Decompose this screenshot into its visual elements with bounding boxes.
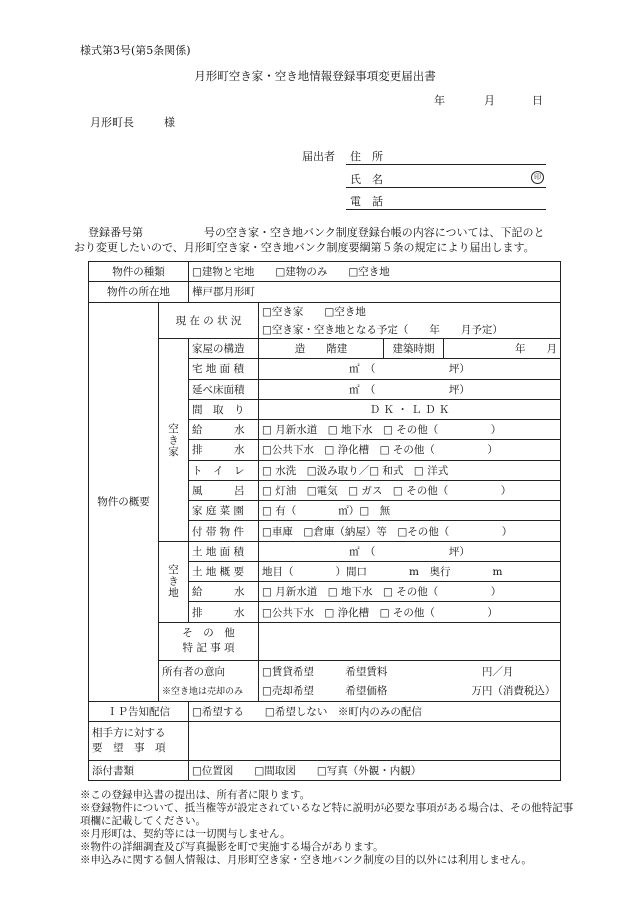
request-label bbox=[89, 722, 189, 761]
location-label: 物件の所在地 bbox=[89, 282, 189, 302]
floor-area-value[interactable]: ㎡ （ 坪） bbox=[259, 379, 561, 399]
attach-value[interactable]: □位置図 □間取図 □写真（外観・内観） bbox=[189, 760, 561, 780]
addressee-name: 月形町長 bbox=[90, 116, 134, 129]
sale-option[interactable]: □売却希望 希望価格 万円（消費税込） bbox=[259, 681, 561, 701]
bath-value[interactable]: □ 灯油 □電気 □ ガス □ その他（ ） bbox=[259, 480, 561, 500]
land-drain-value[interactable]: □公共下水 □ 浄化槽 □ その他（ ） bbox=[259, 602, 561, 622]
notes bbox=[80, 789, 580, 867]
request-label-line2: 要 望 事 項 bbox=[92, 741, 166, 754]
land-overview-label: 土 地 概 要 bbox=[189, 561, 259, 581]
address-field[interactable] bbox=[346, 164, 546, 165]
layout-value[interactable]: Ｄ Ｋ ・ Ｌ Ｄ Ｋ bbox=[259, 399, 561, 419]
layout-label: 間 取 り bbox=[189, 399, 259, 419]
drain-label: 排 水 bbox=[189, 440, 259, 460]
structure-label: 家屋の構造 bbox=[189, 339, 259, 359]
date-day-label: 日 bbox=[532, 94, 543, 107]
overview-label: 物件の概要 bbox=[89, 302, 159, 701]
built-value[interactable]: 年 月 bbox=[444, 339, 561, 359]
ancillary-label: 付 帯 物 件 bbox=[189, 521, 259, 541]
date-year-label: 年 bbox=[434, 94, 445, 107]
water-label: 給 水 bbox=[189, 420, 259, 440]
intro-line1: 号の空き家・空き地バンク制度登録台帳の内容については、下記のと bbox=[204, 226, 545, 239]
location-value[interactable]: 樺戸郡月形町 bbox=[189, 282, 561, 302]
note-item: ※月形町は、契約等には一切関与しません。 bbox=[80, 828, 291, 840]
request-label-line1: 相手方に対する bbox=[92, 726, 166, 739]
status-label: 現 在 の 状 況 bbox=[159, 302, 259, 338]
name-label: 氏 名 bbox=[350, 173, 383, 186]
bath-label: 風 呂 bbox=[189, 480, 259, 500]
land-overview-value[interactable]: 地目（ ）間口 m 奥行 m bbox=[259, 561, 561, 581]
akichi-label: 空き地 bbox=[159, 541, 189, 622]
property-table bbox=[88, 261, 561, 781]
ip-value[interactable]: □希望する □希望しない ※町内のみの配信 bbox=[189, 701, 561, 721]
seal-mark: 印 bbox=[531, 171, 544, 184]
name-field[interactable] bbox=[346, 187, 546, 188]
other-notes-label-line2: 特 記 事 項 bbox=[182, 642, 235, 655]
land-drain-label: 排 水 bbox=[189, 602, 259, 622]
attach-label: 添付書類 bbox=[89, 760, 189, 780]
request-field[interactable] bbox=[189, 722, 561, 761]
other-notes-label-line1: そ の 他 bbox=[182, 627, 235, 640]
form-number: 様式第3号(第5条関係) bbox=[80, 44, 191, 57]
site-area-value[interactable]: ㎡ （ 坪） bbox=[259, 359, 561, 379]
note-item: ※この登録申込書の提出は、所有者に限ります。 bbox=[80, 789, 311, 801]
note-item: ※申込みに関する個人情報は、月形町空き家・空き地バンク制度の目的以外には利用しません。 bbox=[80, 854, 532, 866]
applicant-label: 届出者 bbox=[302, 150, 335, 163]
note-item: ※登録物件について、抵当権等が設定されているなど特に説明が必要な事項がある場合は、その他特記事項欄に記載してください。 bbox=[80, 802, 574, 827]
intro-prefix: 登録番号第 bbox=[88, 226, 143, 239]
land-area-label: 土 地 面 積 bbox=[189, 541, 259, 561]
ip-label: ＩＰ告知配信 bbox=[89, 701, 189, 721]
drain-value[interactable]: □公共下水 □ 浄化槽 □ その他（ ） bbox=[259, 440, 561, 460]
land-water-value[interactable]: □ 月新水道 □ 地下水 □ その他（ ） bbox=[259, 582, 561, 602]
built-label: 建築時期 bbox=[384, 339, 444, 359]
owner-intent-label: 所有者の意向 bbox=[159, 661, 259, 681]
status-option-2[interactable]: □空き家・空き地となる予定（ 年 月予定） bbox=[259, 320, 561, 338]
garden-value[interactable]: □ 有（ ㎡）□ 無 bbox=[259, 501, 561, 521]
type-options[interactable]: □建物と宅地 □建物のみ □空き地 bbox=[189, 262, 561, 282]
phone-label: 電 話 bbox=[350, 195, 383, 208]
date-month-label: 月 bbox=[484, 94, 495, 107]
note-item: ※物件の詳細調査及び写真撮影を町で実施する場合があります。 bbox=[80, 841, 384, 853]
intro-line2: おり変更したいので、月形町空き家・空き地バンク制度要綱第５条の規定により届出します。 bbox=[74, 241, 535, 254]
address-label: 住 所 bbox=[350, 150, 383, 163]
water-value[interactable]: □ 月新水道 □ 地下水 □ その他（ ） bbox=[259, 420, 561, 440]
ancillary-value[interactable]: □車庫 □倉庫（納屋）等 □その他（ ） bbox=[259, 521, 561, 541]
page-title: 月形町空き家・空き地情報登録事項変更届出書 bbox=[194, 69, 436, 83]
toilet-value[interactable]: □ 水洗 □汲み取り／□ 和式 □ 洋式 bbox=[259, 460, 561, 480]
other-notes-field[interactable] bbox=[259, 622, 561, 661]
land-area-value[interactable]: ㎡ （ 坪） bbox=[259, 541, 561, 561]
akiya-label: 空き家 bbox=[159, 339, 189, 542]
addressee-honorific: 様 bbox=[164, 116, 175, 129]
toilet-label: ト イ レ bbox=[189, 460, 259, 480]
phone-field[interactable] bbox=[346, 209, 546, 210]
site-area-label: 宅 地 面 積 bbox=[189, 359, 259, 379]
rent-option[interactable]: □賃貸希望 希望賃料 円／月 bbox=[259, 661, 561, 681]
land-water-label: 給 水 bbox=[189, 582, 259, 602]
floor-area-label: 延べ床面積 bbox=[189, 379, 259, 399]
type-label: 物件の種類 bbox=[89, 262, 189, 282]
status-option-1[interactable]: □空き家 □空き地 bbox=[259, 302, 561, 320]
garden-label: 家 庭 菜 園 bbox=[189, 501, 259, 521]
structure-value[interactable]: 造 階建 bbox=[259, 339, 384, 359]
owner-intent-note: ※空き地は売却のみ bbox=[159, 681, 259, 701]
other-notes-label bbox=[159, 622, 259, 661]
